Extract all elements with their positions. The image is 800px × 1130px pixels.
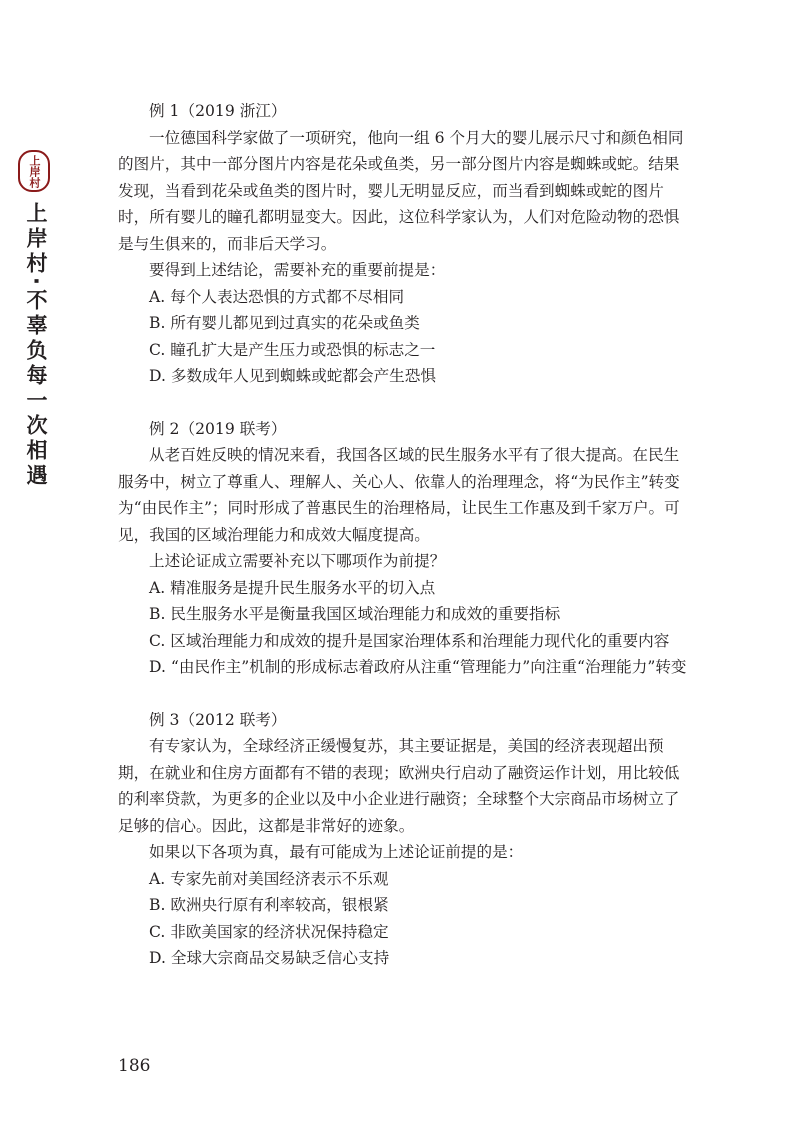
brand-logo <box>18 150 50 192</box>
option-c: C. 非欧美国家的经济状况保持稳定 <box>149 922 389 941</box>
example-paragraph: 一位德国科学家做了一项研究，他向一组 6 个月大的婴儿展示尺寸和颜色相同的图片，其中一部分图片内容是花朵或鱼类，另一部分图片内容是蜘蛛或蛇。结果发现，当看到花朵或鱼类的图片时，婴儿无明显反应，而当看到蜘蛛或蛇的图片时，所有婴儿的瞳孔都明显变大。因此，这位科学家认为，人们对危险动物的恐惧是与生俱来的，而非后天学习。 <box>118 128 684 253</box>
option-b: B. 所有婴儿都见到过真实的花朵或鱼类 <box>149 314 420 332</box>
option-c: C. 区域治理能力和成效的提升是国家治理体系和治理能力现代化的重要内容 <box>149 631 670 650</box>
page-content <box>118 98 692 972</box>
brand-logo-text: 上岸村 <box>28 154 41 188</box>
option-a: A. 每个人表达恐惧的方式都不尽相同 <box>149 287 405 306</box>
option-c: C. 瞳孔扩大是产生压力或恐惧的标志之一 <box>149 340 436 359</box>
example-title: 例 2（2019 联考） <box>149 419 287 438</box>
option-d: D. 多数成年人见到蜘蛛或蛇都会产生恐惧 <box>149 367 436 385</box>
option-a: A. 专家先前对美国经济表示不乐观 <box>149 869 389 888</box>
example-question: 要得到上述结论，需要补充的重要前提是： <box>149 261 446 279</box>
example-3 <box>118 707 692 972</box>
example-paragraph: 从老百姓反映的情况来看，我国各区域的民生服务水平有了很大提高。在民生服务中，树立了尊重人、理解人、关心人、依靠人的治理理念，将“为民作主”转变为“由民作主”；同时形成了普惠民生的治理格局，让民生工作惠及到千家万户。可见，我国的区域治理能力和成效大幅度提高。 <box>118 446 680 544</box>
option-d: D. “由民作主”机制的形成标志着政府从注重“管理能力”向注重“治理能力”转变 <box>149 658 687 676</box>
example-title: 例 1（2019 浙江） <box>149 102 287 120</box>
brand-slogan: 上岸村·不辜负每一次相遇 <box>24 202 48 489</box>
example-1 <box>118 98 692 390</box>
example-paragraph: 有专家认为，全球经济正缓慢复苏，其主要证据是，美国的经济表现超出预期，在就业和住房方面都有不错的表现；欧洲央行启动了融资运作计划，用比较低的利率贷款，为更多的企业以及中小企业进行融资；全球整个大宗商品市场树立了足够的信心。因此，这都是非常好的迹象。 <box>118 737 680 835</box>
option-d: D. 全球大宗商品交易缺乏信心支持 <box>149 949 390 967</box>
example-2 <box>118 416 692 681</box>
example-question: 上述论证成立需要补充以下哪项作为前提？ <box>149 552 446 570</box>
option-b: B. 欧洲央行原有利率较高，银根紧 <box>149 896 389 914</box>
page-number: 186 <box>118 1056 151 1076</box>
example-title: 例 3（2012 联考） <box>149 710 287 729</box>
option-a: A. 精准服务是提升民生服务水平的切入点 <box>149 578 436 597</box>
example-question: 如果以下各项为真，最有可能成为上述论证前提的是： <box>149 843 524 861</box>
option-b: B. 民生服务水平是衡量我国区域治理能力和成效的重要指标 <box>149 605 561 623</box>
